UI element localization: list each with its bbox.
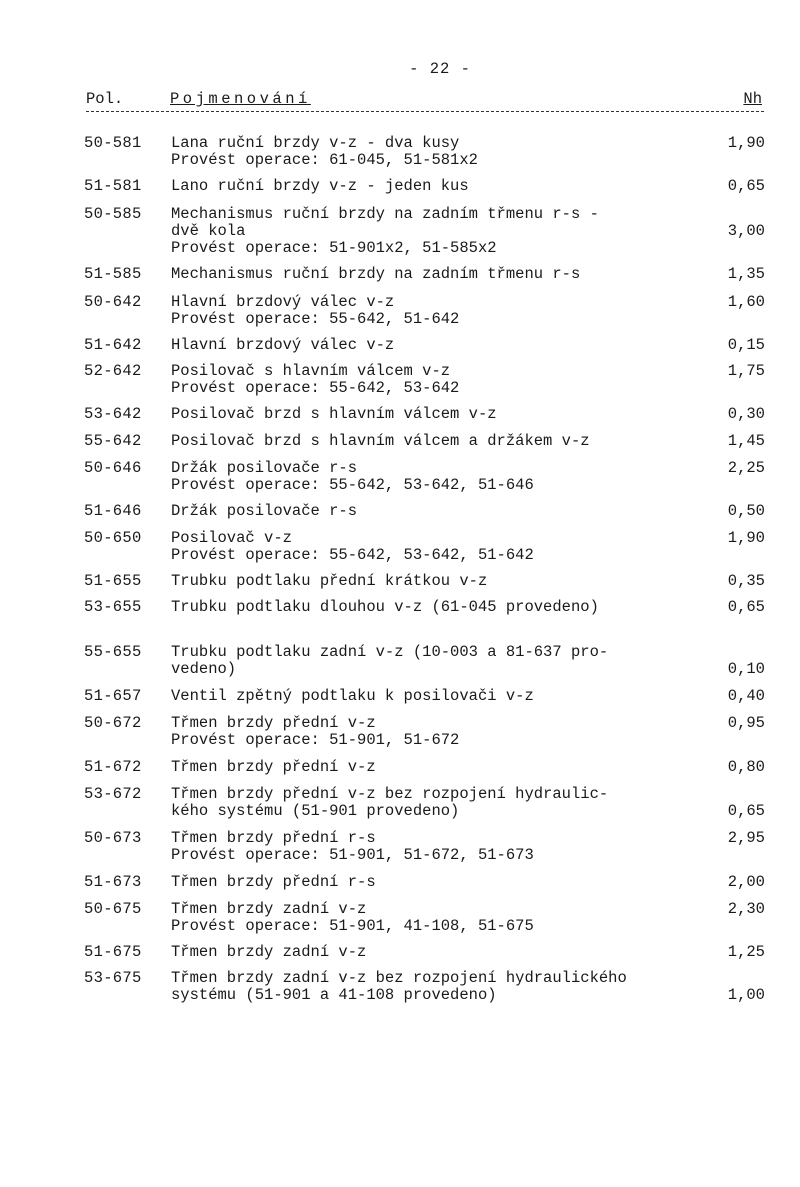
standard-hours: 0,80 [727,758,765,776]
description-line: Třmen brzdy přední v-z [171,714,376,732]
operation-description [171,460,701,494]
operation-description [171,644,701,678]
description-line: Provést operace: 51-901x2, 51-585x2 [171,239,497,257]
position-code: 50-672 [84,714,142,732]
table-header [86,89,764,112]
description-line: Třmen brzdy přední v-z bez rozpojení hydraulic- [171,785,609,803]
operation-description [171,970,701,1004]
standard-hours: 2,00 [727,873,765,891]
description-line: Hlavní brzdový válec v-z [171,293,395,311]
position-code: 52-642 [84,362,142,380]
description-line: Provést operace: 51-901, 51-672 [171,731,460,749]
operation-description [171,337,701,354]
description-line: Hlavní brzdový válec v-z [171,336,395,354]
description-line: Ventil zpětný podtlaku k posilovači v-z [171,687,534,705]
position-code: 51-673 [84,873,142,891]
operation-description [171,530,701,564]
standard-hours: 0,35 [727,572,765,590]
operation-description [171,759,701,776]
position-code: 55-642 [84,432,142,450]
operation-description [171,786,701,820]
description-line: Držák posilovače r-s [171,459,358,477]
operation-description [171,206,701,257]
header-name: Pojmenování [170,90,311,108]
position-code: 50-675 [84,900,142,918]
position-code: 51-642 [84,336,142,354]
standard-hours: 2,30 [727,900,765,918]
operation-description [171,874,701,891]
description-line: Držák posilovače r-s [171,502,358,520]
operation-description [171,830,701,864]
standard-hours: 0,65 [727,177,765,195]
description-line: systému (51-901 a 41-108 provedeno) [171,986,497,1004]
position-code: 53-655 [84,598,142,616]
standard-hours: 0,40 [727,687,765,705]
position-code: 53-672 [84,785,142,803]
standard-hours: 2,25 [727,459,765,477]
description-line: Trubku podtlaku zadní v-z (10-003 a 81-637 pro- [171,643,609,661]
operation-description [171,433,701,450]
standard-hours: 1,75 [727,362,765,380]
position-code: 51-675 [84,943,142,961]
position-code: 51-646 [84,502,142,520]
description-line: Posilovač brzd s hlavním válcem v-z [171,405,497,423]
position-code: 50-642 [84,293,142,311]
standard-hours: 0,65 [727,598,765,616]
position-code: 51-672 [84,758,142,776]
standard-hours: 0,50 [727,502,765,520]
description-line: dvě kola [171,222,246,240]
standard-hours: 1,00 [727,986,765,1004]
header-pol: Pol. [86,90,124,108]
operation-description [171,688,701,705]
standard-hours: 2,95 [727,829,765,847]
page-number: - 22 - [409,60,471,78]
position-code: 50-673 [84,829,142,847]
operation-description [171,406,701,423]
standard-hours: 1,90 [727,529,765,547]
operation-description [171,901,701,935]
description-line: Provést operace: 55-642, 53-642, 51-646 [171,476,534,494]
operation-description [171,944,701,961]
description-line: Posilovač s hlavním válcem v-z [171,362,451,380]
standard-hours: 0,95 [727,714,765,732]
description-line: Provést operace: 55-642, 53-642 [171,379,460,397]
standard-hours: 0,10 [727,660,765,678]
operation-description [171,294,701,328]
standard-hours: 0,65 [727,802,765,820]
standard-hours: 1,90 [727,134,765,152]
description-line: kého systému (51-901 provedeno) [171,802,460,820]
description-line: Lano ruční brzdy v-z - jeden kus [171,177,469,195]
standard-hours: 1,45 [727,432,765,450]
standard-hours: 1,25 [727,943,765,961]
position-code: 50-585 [84,205,142,223]
position-code: 51-655 [84,572,142,590]
position-code: 50-650 [84,529,142,547]
description-line: Provést operace: 51-901, 41-108, 51-675 [171,917,534,935]
description-line: Provést operace: 55-642, 53-642, 51-642 [171,546,534,564]
standard-hours: 1,60 [727,293,765,311]
description-line: Lana ruční brzdy v-z - dva kusy [171,134,460,152]
position-code: 51-657 [84,687,142,705]
operation-description [171,266,701,283]
description-line: Mechanismus ruční brzdy na zadním třmenu r-s [171,265,581,283]
position-code: 55-655 [84,643,142,661]
description-line: Třmen brzdy přední r-s [171,873,376,891]
operation-description [171,573,701,590]
description-line: Třmen brzdy zadní v-z bez rozpojení hydraulického [171,969,627,987]
position-code: 53-642 [84,405,142,423]
description-line: Posilovač v-z [171,529,292,547]
position-code: 51-585 [84,265,142,283]
description-line: Třmen brzdy přední r-s [171,829,376,847]
position-code: 51-581 [84,177,142,195]
operation-description [171,135,701,169]
description-line: Provést operace: 51-901, 51-672, 51-673 [171,846,534,864]
description-line: Třmen brzdy přední v-z [171,758,376,776]
operation-description [171,178,701,195]
standard-hours: 1,35 [727,265,765,283]
standard-hours: 0,15 [727,336,765,354]
position-code: 50-581 [84,134,142,152]
operation-description [171,715,701,749]
position-code: 50-646 [84,459,142,477]
description-line: Posilovač brzd s hlavním válcem a držákem v-z [171,432,590,450]
standard-hours: 3,00 [727,222,765,240]
description-line: Trubku podtlaku přední krátkou v-z [171,572,488,590]
description-line: Provést operace: 55-642, 51-642 [171,310,460,328]
description-line: Provést operace: 61-045, 51-581x2 [171,151,478,169]
header-nh: Nh [743,90,762,108]
position-code: 53-675 [84,969,142,987]
description-line: Trubku podtlaku dlouhou v-z (61-045 provedeno) [171,598,599,616]
operation-description [171,363,701,397]
operation-description [171,503,701,520]
description-line: Třmen brzdy zadní v-z [171,943,367,961]
description-line: Mechanismus ruční brzdy na zadním třmenu r-s - [171,205,599,223]
operation-description [171,599,701,616]
description-line: Třmen brzdy zadní v-z [171,900,367,918]
standard-hours: 0,30 [727,405,765,423]
description-line: vedeno) [171,660,237,678]
